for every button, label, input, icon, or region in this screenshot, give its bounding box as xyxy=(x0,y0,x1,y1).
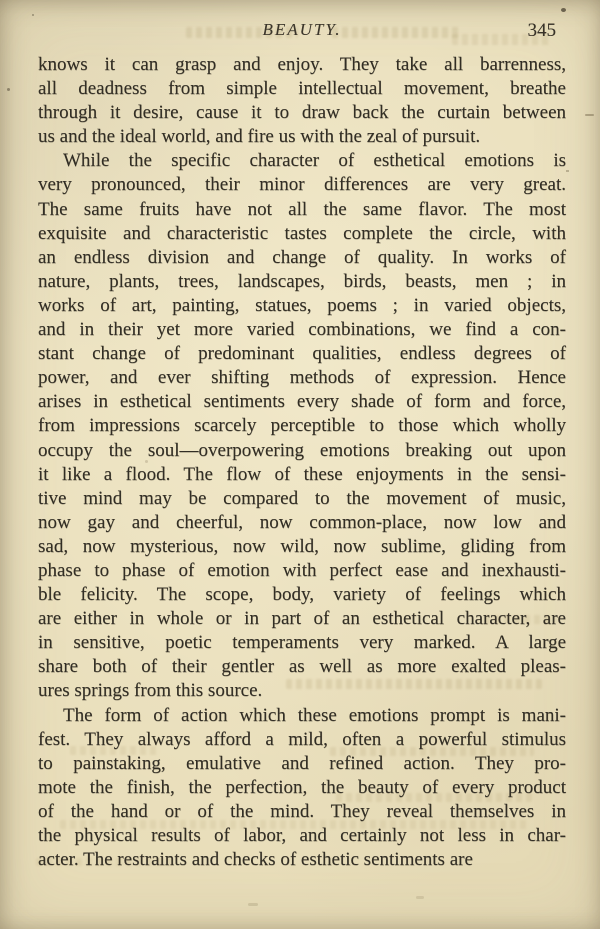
text-line: an endless division and change of quality. In works of xyxy=(38,246,566,268)
text-line: ble felicity. The scope, body, variety of feelings which xyxy=(38,584,566,606)
text-line: from impressions scarcely perceptible to those which wholly xyxy=(38,415,566,437)
text-line: The form of action which these emotions prompt is mani- xyxy=(63,704,566,726)
text-line: tive mind may be compared to the movement of music, xyxy=(38,487,566,509)
text-line: in sensitive, poetic temperaments very marked. A large xyxy=(38,632,566,654)
text-line: phase to phase of emotion with perfect ease and inexhausti- xyxy=(38,559,566,581)
text-line: us and the ideal world, and fire us with the zeal of pursuit. xyxy=(38,126,481,148)
ink-speck xyxy=(566,170,569,172)
ink-speck xyxy=(585,114,594,116)
text-line: it like a flood. The flow of these enjoyments in the sensi- xyxy=(38,463,566,485)
running-header xyxy=(38,20,566,42)
ink-speck xyxy=(7,88,10,91)
text-line: now gay and cheerful, now common-place, now low and xyxy=(38,511,566,533)
ink-speck xyxy=(32,14,34,16)
text-line: fest. They always afford a mild, often a powerful stimulus xyxy=(38,728,566,750)
text-line: stant change of predominant qualities, endless degrees of xyxy=(38,343,566,365)
page-number: 345 xyxy=(527,20,556,41)
text-line: through it desire, cause it to draw back the curtain between xyxy=(38,102,566,124)
text-line: are either in whole or in part of an esthetical character, are xyxy=(38,608,566,630)
ink-speck xyxy=(416,896,424,899)
text-line: occupy the soul—overpowering emotions breaking out upon xyxy=(38,439,566,461)
text-line: very pronounced, their minor differences are very great. xyxy=(38,174,566,196)
text-line: knows it can grasp and enjoy. They take all barrenness, xyxy=(38,54,566,75)
text-line: works of art, painting, statues, poems ; in varied objects, xyxy=(38,294,566,316)
text-line: The same fruits have not all the same flavor. The most xyxy=(38,198,566,220)
text-line: and in their yet more varied combinations, we find a con- xyxy=(38,319,566,341)
text-line: share both of their gentler as well as more exalted pleas- xyxy=(38,656,566,678)
text-line: ures springs from this source. xyxy=(38,680,263,702)
text-line: all deadness from simple intellectual movement, breathe xyxy=(38,78,566,100)
text-line: nature, plants, trees, landscapes, birds, beasts, men ; in xyxy=(38,270,566,292)
text-line: of the hand or of the mind. They reveal themselves in xyxy=(38,800,566,822)
text-line: the physical results of labor, and certainly not less in char- xyxy=(38,825,566,846)
text-line: to painstaking, emulative and refined action. They pro- xyxy=(38,752,566,774)
text-line: While the specific character of esthetical emotions is xyxy=(63,150,566,172)
text-line: sad, now mysterious, now wild, now sublime, gliding from xyxy=(38,535,566,557)
ink-speck xyxy=(248,903,258,906)
page-text-body xyxy=(38,53,566,872)
text-line: exquisite and characteristic tastes complete the circle, with xyxy=(38,222,566,244)
text-line: mote the finish, the perfection, the beauty of every product xyxy=(38,776,566,798)
text-line: power, and ever shifting methods of expression. Hence xyxy=(38,367,566,389)
ink-speck xyxy=(561,8,566,12)
text-line: arises in esthetical sentiments every shade of form and force, xyxy=(38,391,566,413)
running-header-title: BEAUTY. xyxy=(262,20,342,39)
text-line: acter. The restraints and checks of esthetic sentiments are xyxy=(38,849,473,871)
